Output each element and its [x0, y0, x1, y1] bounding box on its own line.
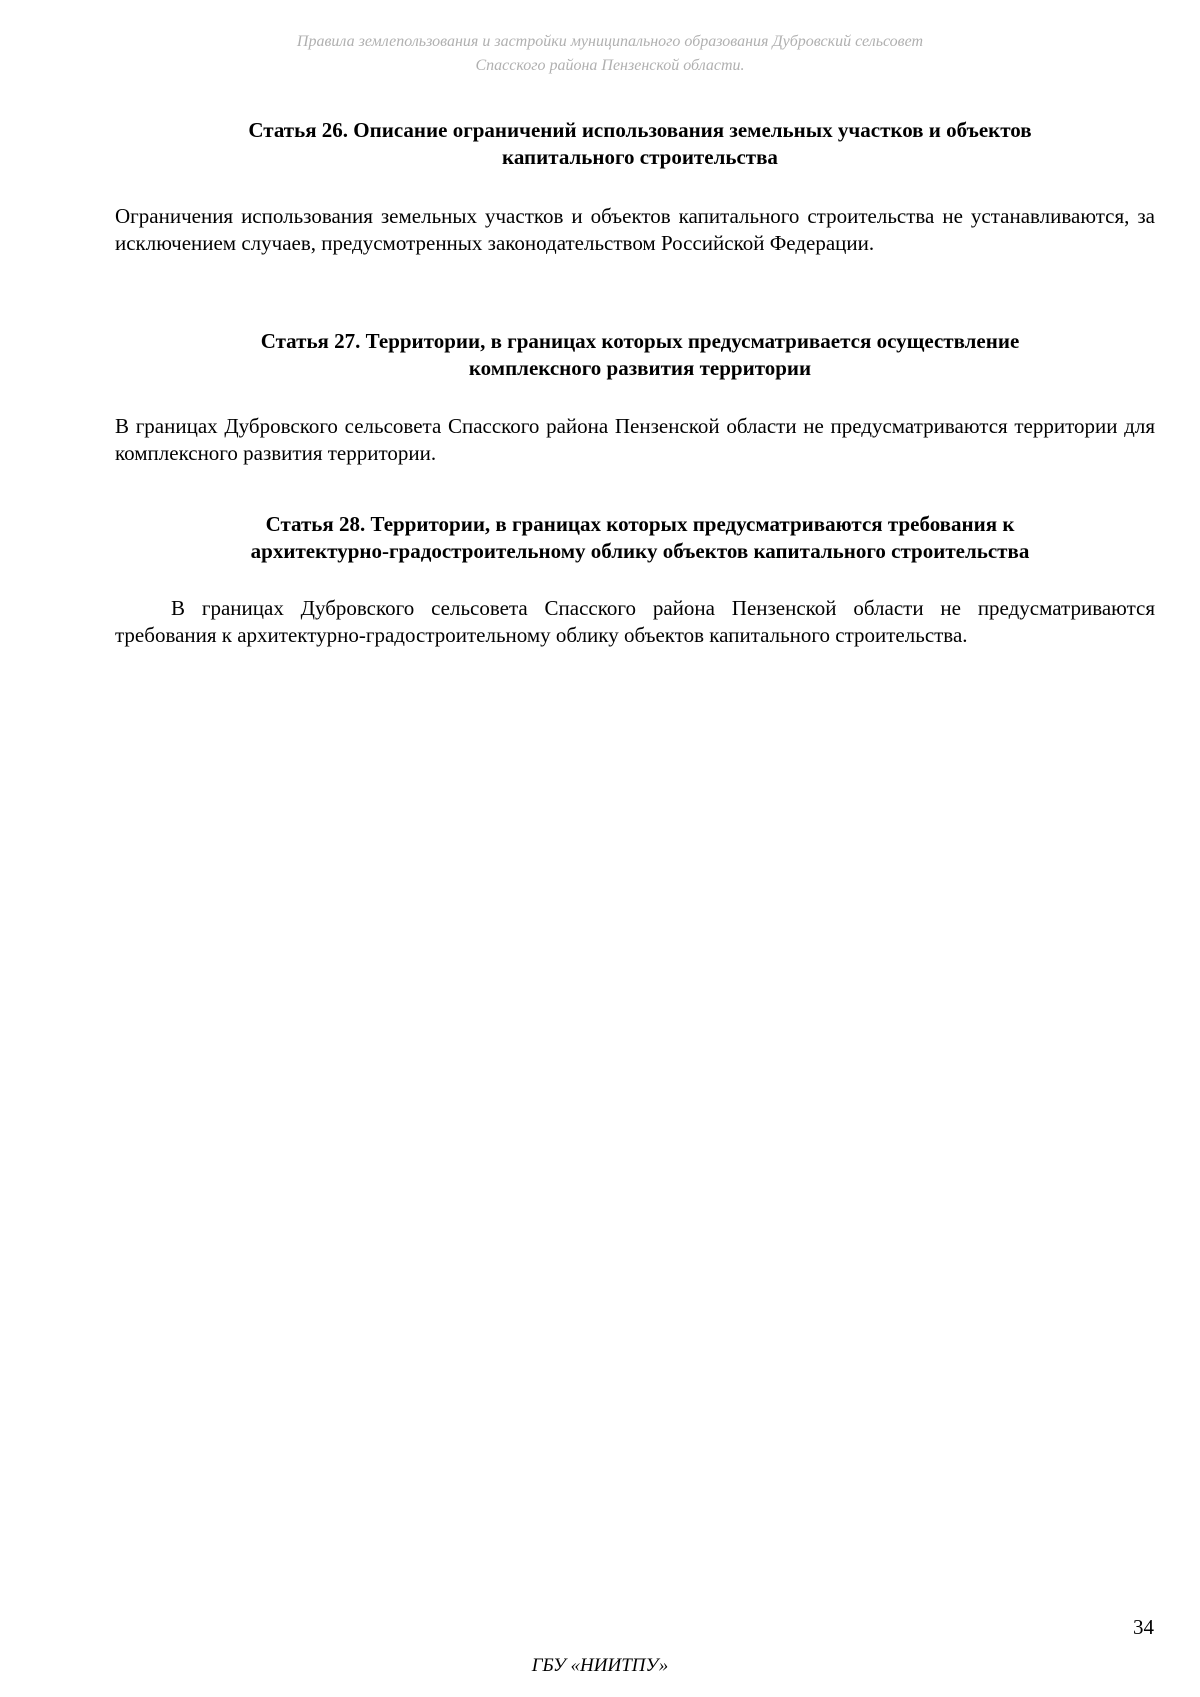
running-header-line-1: Правила землепользования и застройки муниципального образования Дубровский сельсовет	[296, 33, 924, 50]
page-footer: ГБУ «НИИТПУ»	[531, 1655, 669, 1676]
article-27-title-line-1: Статья 27. Территории, в границах которых предусматривается осуществление	[260, 329, 1020, 353]
article-26-title-line-2: капитального строительства	[502, 145, 778, 169]
article-27-body: В границах Дубровского сельсовета Спасского района Пензенской области не предусматриваются территории для комплексного развития территории.	[115, 414, 1155, 465]
article-26-body: Ограничения использования земельных участков и объектов капитального строительства не устанавливаются, за исключением случаев, предусмотренных законодательством Российской Федерации.	[115, 204, 1155, 255]
article-28-title	[120, 511, 1160, 565]
article-26-title-line-1: Статья 26. Описание ограничений использования земельных участков и объектов	[248, 118, 1032, 142]
article-28-title-line-1: Статья 28. Территории, в границах которых предусматриваются требования к	[265, 512, 1015, 536]
article-27-title	[120, 328, 1160, 382]
article-26-title	[120, 117, 1160, 171]
page-number: 34	[1133, 1615, 1154, 1639]
running-header	[110, 30, 1110, 78]
article-27-title-line-2: комплексного развития территории	[468, 356, 812, 380]
running-header-line-2: Спасского района Пензенской области.	[475, 57, 745, 74]
article-28-body: В границах Дубровского сельсовета Спасского района Пензенской области не предусматриваются требования к архитектурно-градостроительному облику объектов капитального строительства.	[115, 596, 1155, 647]
article-28-title-line-2: архитектурно-градостроительному облику объектов капитального строительства	[250, 539, 1030, 563]
